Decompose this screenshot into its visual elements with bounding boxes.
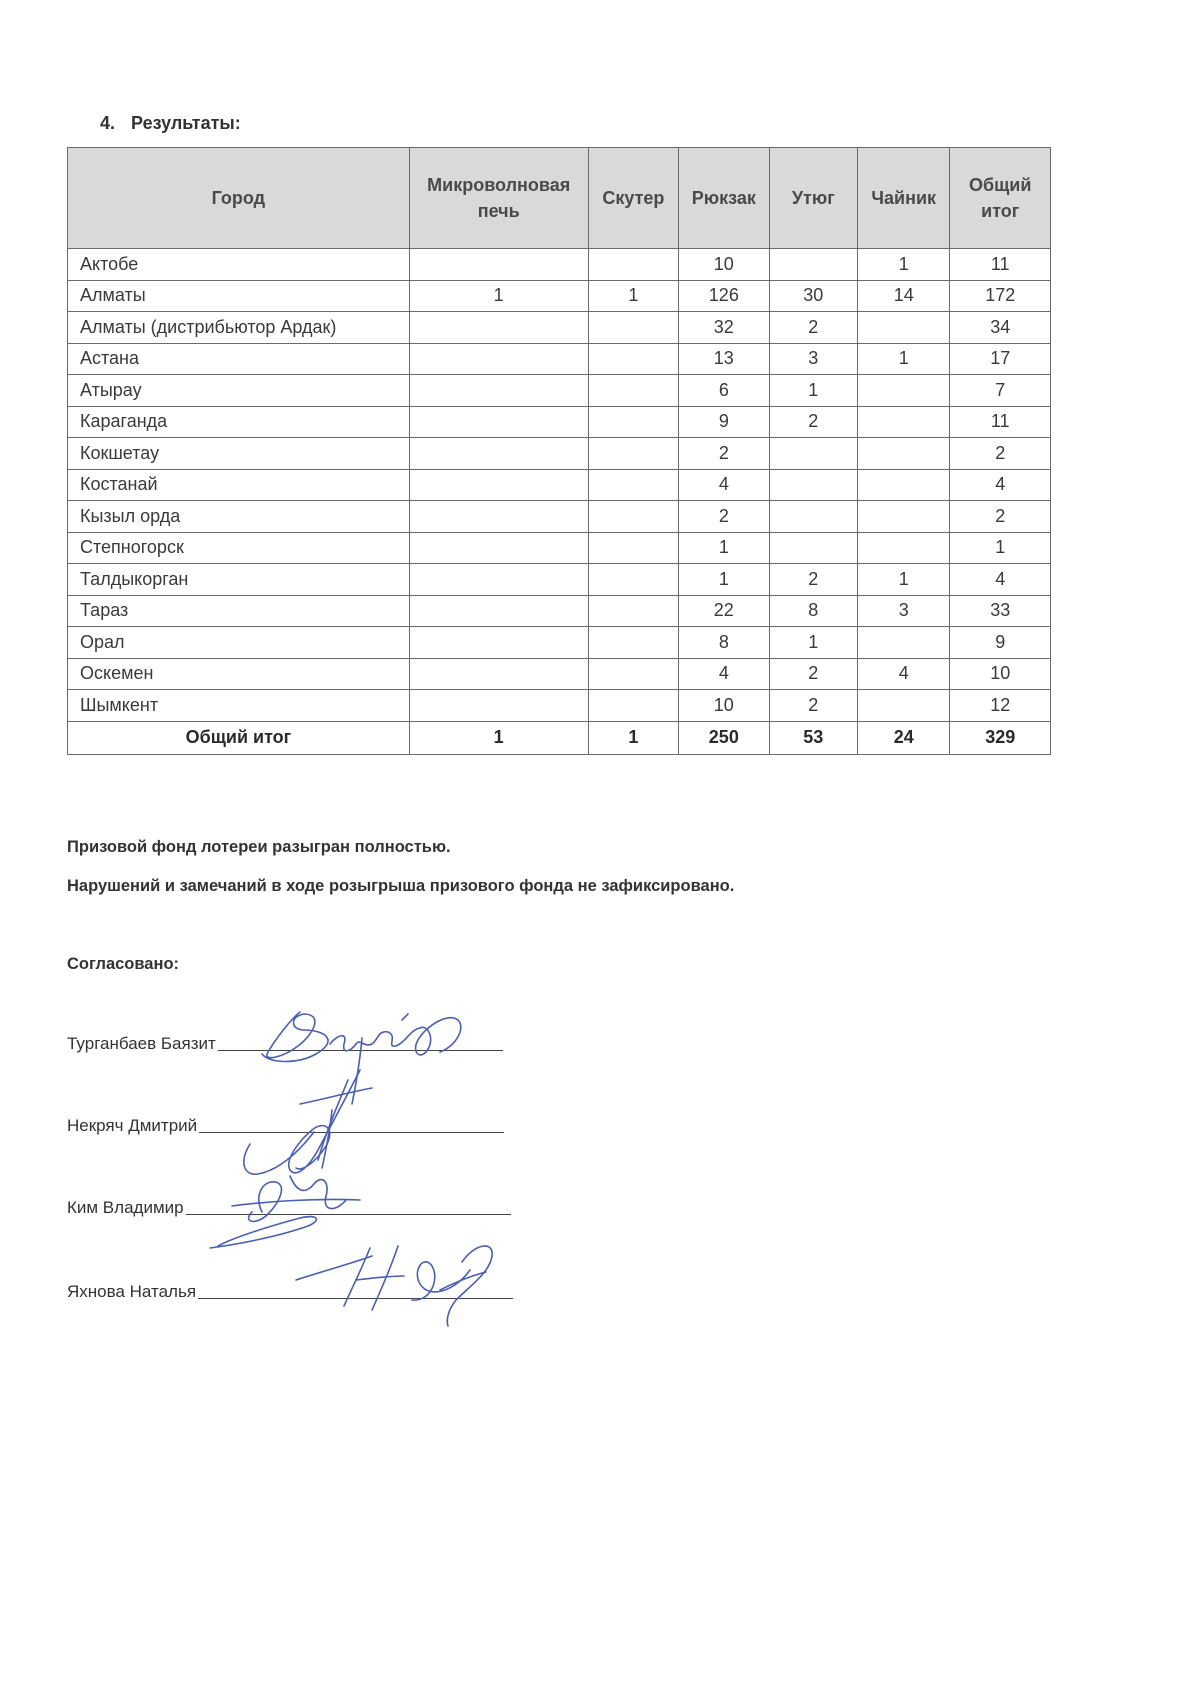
section-heading [100, 113, 241, 134]
header-kettle: Чайник [857, 148, 949, 249]
signatory-name: Ким Владимир [67, 1198, 184, 1217]
cell-scooter [588, 249, 678, 281]
cell-total: 12 [950, 690, 1051, 722]
cell-backpack: 8 [679, 627, 769, 659]
cell-iron: 30 [769, 280, 857, 312]
cell-backpack: 1 [679, 532, 769, 564]
cell-microwave [409, 375, 588, 407]
cell-city: Степногорск [68, 532, 410, 564]
cell-backpack: 4 [679, 658, 769, 690]
total-grand: 329 [950, 721, 1051, 754]
cell-kettle: 1 [857, 343, 949, 375]
section-title: Результаты: [131, 113, 241, 133]
cell-total: 2 [950, 438, 1051, 470]
cell-kettle [857, 438, 949, 470]
cell-backpack: 10 [679, 690, 769, 722]
signatory-name: Некряч Дмитрий [67, 1116, 198, 1135]
approval-label: Согласовано: [67, 955, 180, 973]
cell-microwave [409, 501, 588, 533]
cell-microwave [409, 690, 588, 722]
signature-line [199, 1131, 504, 1133]
cell-backpack: 13 [679, 343, 769, 375]
cell-microwave [409, 627, 588, 659]
table-row [68, 312, 1051, 344]
table-row [68, 406, 1051, 438]
cell-iron [769, 501, 857, 533]
signature-line [218, 1049, 503, 1051]
cell-total: 9 [950, 627, 1051, 659]
cell-iron [769, 469, 857, 501]
cell-total: 11 [950, 249, 1051, 281]
cell-scooter [588, 406, 678, 438]
header-iron: Утюг [769, 148, 857, 249]
header-total: Общий итог [950, 148, 1051, 249]
cell-scooter [588, 532, 678, 564]
cell-scooter [588, 658, 678, 690]
cell-city: Талдыкорган [68, 564, 410, 596]
total-kettle: 24 [857, 721, 949, 754]
cell-total: 10 [950, 658, 1051, 690]
cell-city: Кызыл орда [68, 501, 410, 533]
cell-total: 172 [950, 280, 1051, 312]
cell-city: Алматы [68, 280, 410, 312]
cell-scooter: 1 [588, 280, 678, 312]
cell-scooter [588, 595, 678, 627]
header-microwave: Микроволновая печь [409, 148, 588, 249]
signature-row-nekryach [67, 1116, 504, 1136]
cell-kettle [857, 501, 949, 533]
cell-backpack: 6 [679, 375, 769, 407]
cell-backpack: 4 [679, 469, 769, 501]
cell-iron [769, 438, 857, 470]
cell-backpack: 22 [679, 595, 769, 627]
cell-microwave [409, 469, 588, 501]
cell-kettle [857, 375, 949, 407]
cell-iron: 2 [769, 406, 857, 438]
cell-microwave: 1 [409, 280, 588, 312]
cell-microwave [409, 312, 588, 344]
cell-microwave [409, 249, 588, 281]
signatory-name: Турганбаев Баязит [67, 1034, 216, 1053]
table-row [68, 375, 1051, 407]
total-microwave: 1 [409, 721, 588, 754]
cell-backpack: 2 [679, 501, 769, 533]
cell-city: Кокшетау [68, 438, 410, 470]
cell-kettle: 14 [857, 280, 949, 312]
signature-line [186, 1213, 511, 1215]
prize-fund-note: Призовой фонд лотереи разыгран полностью. [67, 838, 451, 856]
cell-scooter [588, 469, 678, 501]
cell-city: Оскемен [68, 658, 410, 690]
cell-microwave [409, 595, 588, 627]
cell-city: Астана [68, 343, 410, 375]
table-row [68, 658, 1051, 690]
cell-backpack: 2 [679, 438, 769, 470]
cell-iron: 8 [769, 595, 857, 627]
cell-microwave [409, 564, 588, 596]
cell-scooter [588, 627, 678, 659]
table-row [68, 595, 1051, 627]
total-scooter: 1 [588, 721, 678, 754]
cell-scooter [588, 375, 678, 407]
results-table [67, 147, 1051, 755]
cell-city: Шымкент [68, 690, 410, 722]
header-city: Город [68, 148, 410, 249]
table-row [68, 438, 1051, 470]
signature-row-yakhnova [67, 1282, 513, 1302]
cell-scooter [588, 343, 678, 375]
table-row [68, 564, 1051, 596]
cell-scooter [588, 690, 678, 722]
total-backpack: 250 [679, 721, 769, 754]
signature-turganbaev [262, 1012, 461, 1104]
cell-kettle [857, 627, 949, 659]
cell-city: Алматы (дистрибьютор Ардак) [68, 312, 410, 344]
table-header-row [68, 148, 1051, 249]
cell-iron: 2 [769, 690, 857, 722]
signature-line [198, 1297, 513, 1299]
cell-scooter [588, 564, 678, 596]
cell-total: 1 [950, 532, 1051, 564]
cell-kettle [857, 690, 949, 722]
cell-total: 11 [950, 406, 1051, 438]
cell-city: Орал [68, 627, 410, 659]
cell-iron: 2 [769, 312, 857, 344]
cell-iron: 2 [769, 658, 857, 690]
cell-iron: 2 [769, 564, 857, 596]
table-row [68, 343, 1051, 375]
cell-total: 7 [950, 375, 1051, 407]
table-total-row [68, 721, 1051, 754]
cell-iron: 1 [769, 375, 857, 407]
cell-backpack: 1 [679, 564, 769, 596]
cell-kettle [857, 312, 949, 344]
cell-iron [769, 249, 857, 281]
cell-city: Тараз [68, 595, 410, 627]
cell-total: 34 [950, 312, 1051, 344]
cell-microwave [409, 438, 588, 470]
violations-note: Нарушений и замечаний в ходе розыгрыша призового фонда не зафиксировано. [67, 877, 735, 895]
cell-microwave [409, 343, 588, 375]
cell-backpack: 126 [679, 280, 769, 312]
cell-scooter [588, 438, 678, 470]
table-row [68, 249, 1051, 281]
table-row [68, 627, 1051, 659]
cell-scooter [588, 312, 678, 344]
cell-scooter [588, 501, 678, 533]
cell-total: 2 [950, 501, 1051, 533]
table-row [68, 501, 1051, 533]
cell-backpack: 10 [679, 249, 769, 281]
cell-city: Актобе [68, 249, 410, 281]
header-scooter: Скутер [588, 148, 678, 249]
cell-iron: 3 [769, 343, 857, 375]
table-row [68, 469, 1051, 501]
cell-kettle: 3 [857, 595, 949, 627]
cell-city: Караганда [68, 406, 410, 438]
cell-iron [769, 532, 857, 564]
total-iron: 53 [769, 721, 857, 754]
cell-kettle: 1 [857, 249, 949, 281]
cell-total: 17 [950, 343, 1051, 375]
cell-microwave [409, 406, 588, 438]
cell-total: 4 [950, 469, 1051, 501]
cell-backpack: 32 [679, 312, 769, 344]
table-row [68, 690, 1051, 722]
cell-kettle: 4 [857, 658, 949, 690]
cell-microwave [409, 658, 588, 690]
table-row [68, 280, 1051, 312]
signature-row-turganbaev [67, 1034, 503, 1054]
cell-microwave [409, 532, 588, 564]
signature-row-kim [67, 1198, 511, 1218]
cell-city: Костанай [68, 469, 410, 501]
cell-kettle [857, 469, 949, 501]
cell-kettle [857, 532, 949, 564]
section-number: 4. [100, 113, 116, 133]
cell-kettle [857, 406, 949, 438]
signatory-name: Яхнова Наталья [67, 1282, 197, 1301]
table-row [68, 532, 1051, 564]
cell-total: 33 [950, 595, 1051, 627]
cell-kettle: 1 [857, 564, 949, 596]
cell-total: 4 [950, 564, 1051, 596]
cell-iron: 1 [769, 627, 857, 659]
header-backpack: Рюкзак [679, 148, 769, 249]
cell-backpack: 9 [679, 406, 769, 438]
table-body [68, 249, 1051, 722]
total-label: Общий итог [68, 721, 410, 754]
cell-city: Атырау [68, 375, 410, 407]
